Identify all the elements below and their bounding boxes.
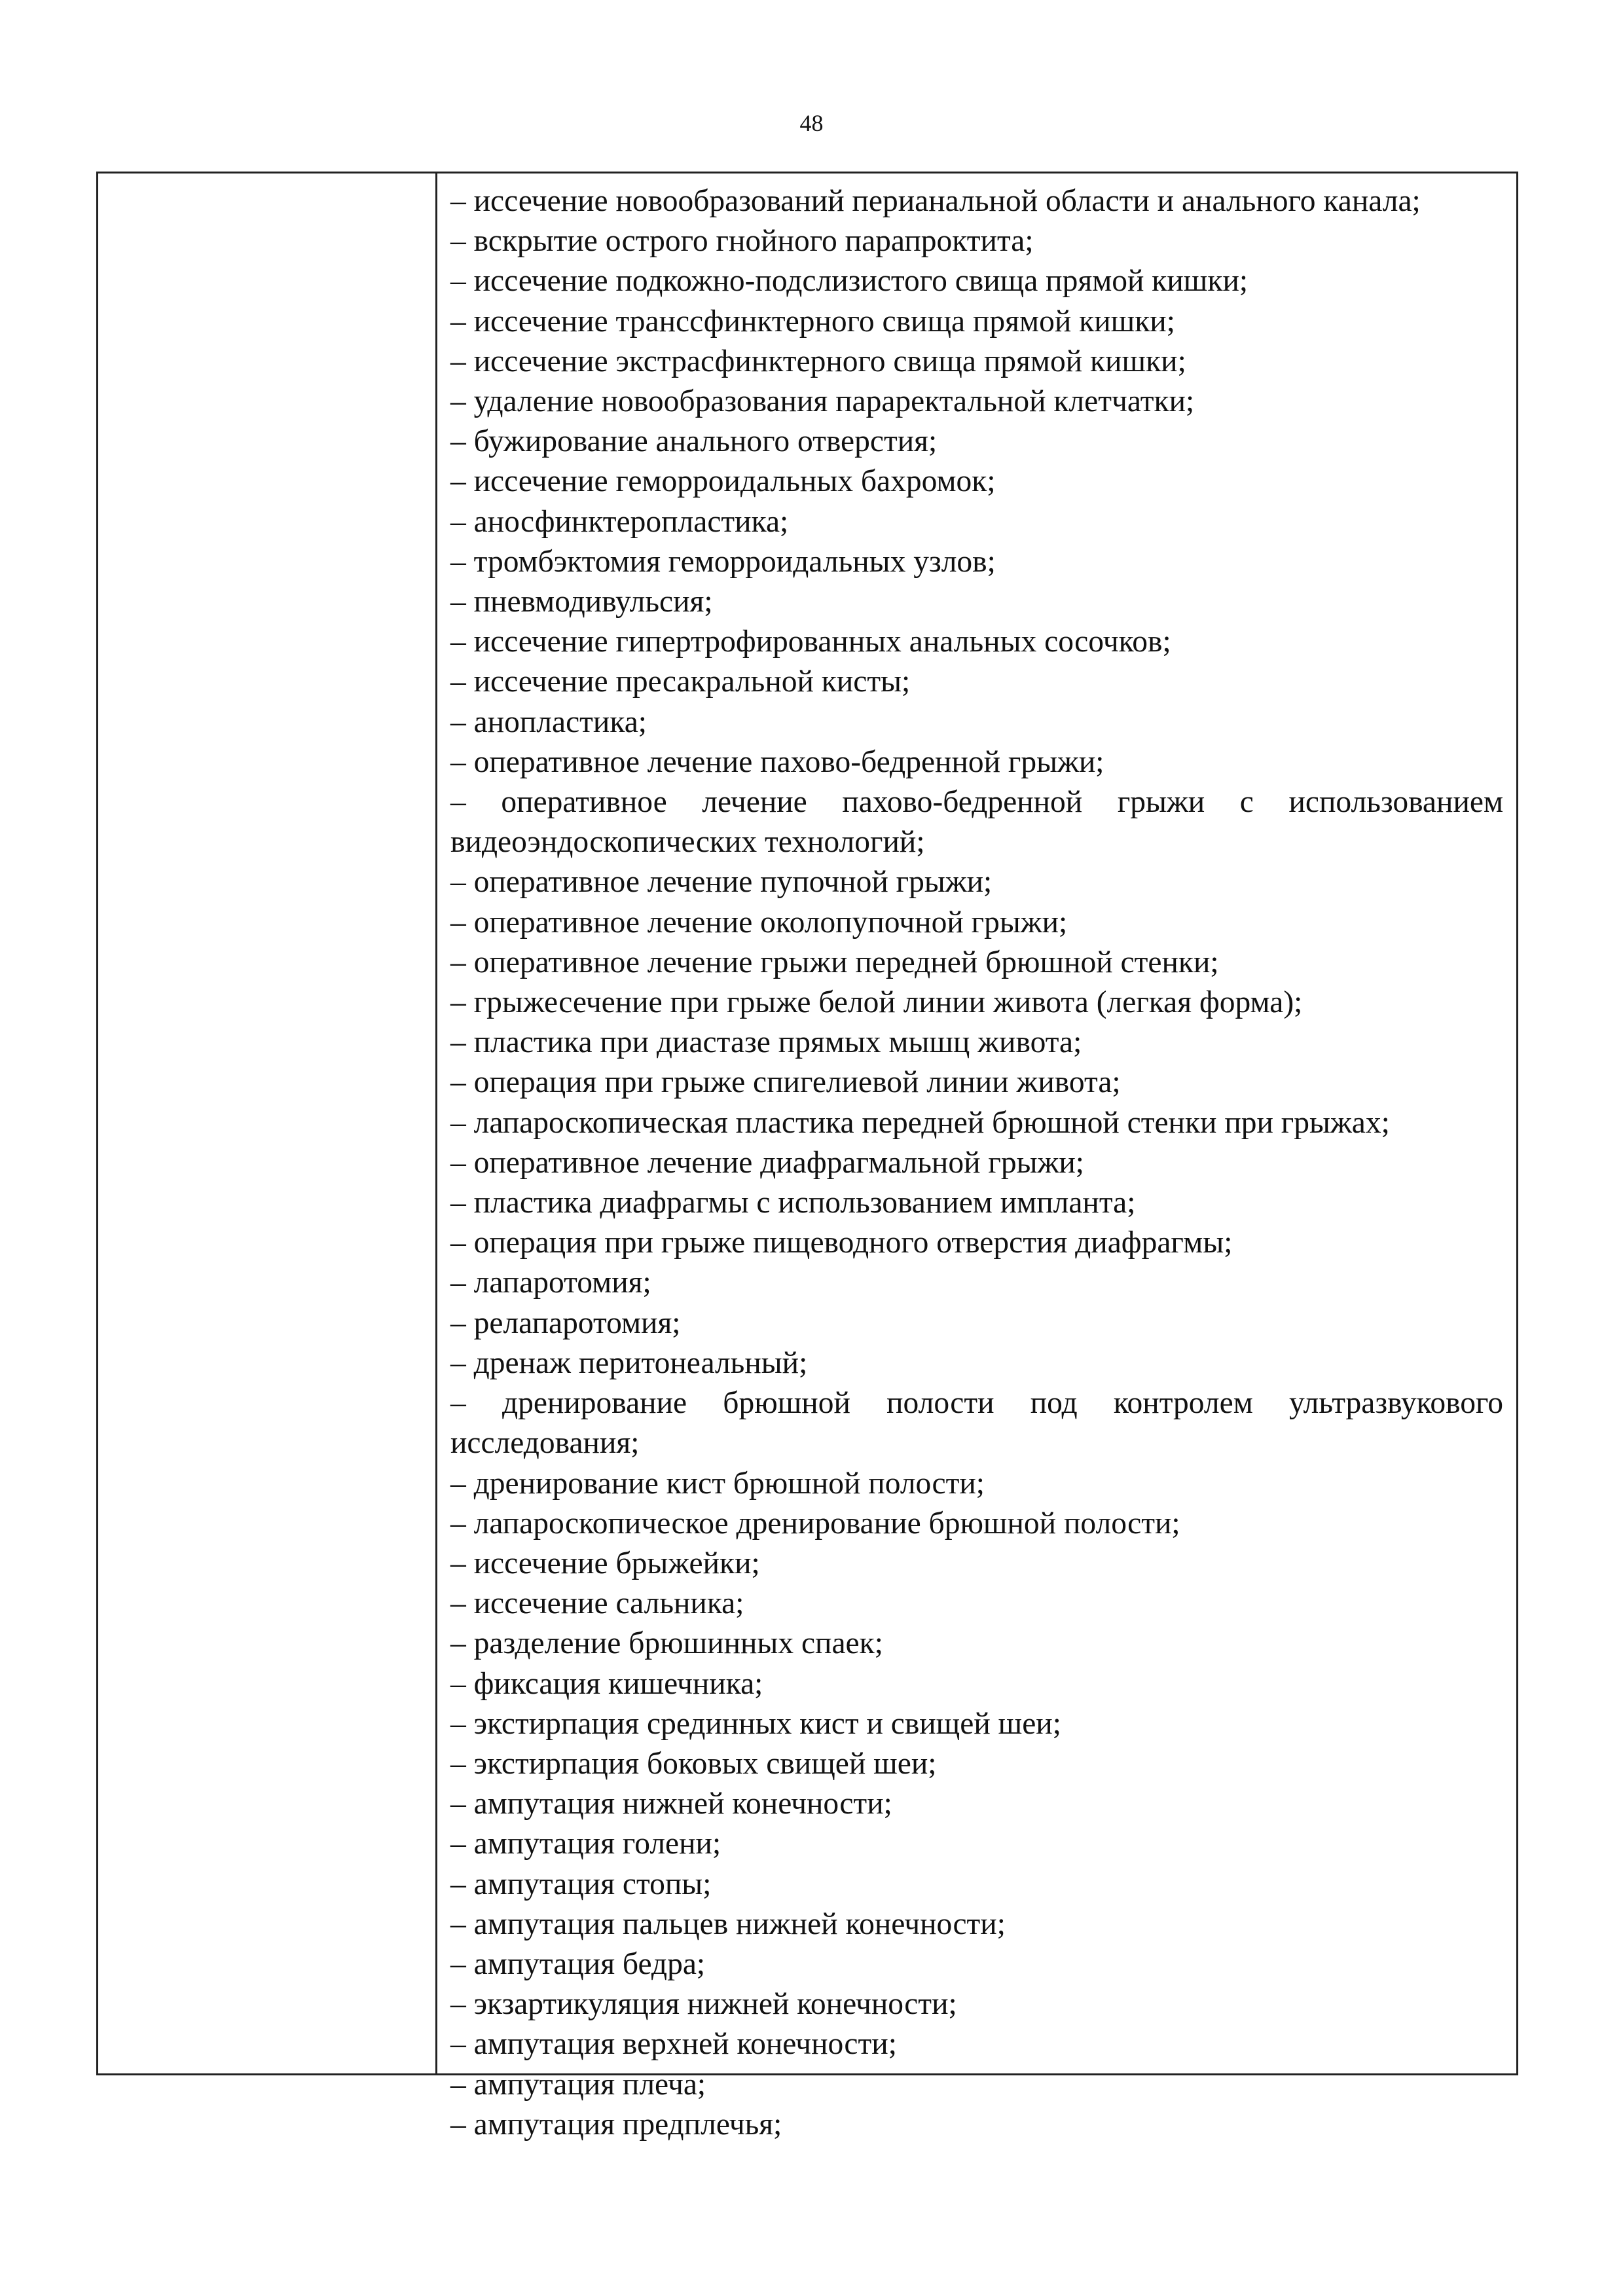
list-item: – фиксация кишечника; (450, 1664, 1503, 1704)
list-item: – операция при грыже пищеводного отверстия диафрагмы; (450, 1223, 1503, 1263)
list-item: – лапароскопическая пластика передней брюшной стенки при грыжах; (450, 1103, 1503, 1143)
list-item: – пластика диафрагмы с использованием импланта; (450, 1183, 1503, 1223)
procedures-table (96, 172, 1518, 2141)
list-item: – экстирпация срединных кист и свищей шеи; (450, 1704, 1503, 1744)
list-item: – удаление новообразования параректальной клетчатки; (450, 382, 1503, 422)
list-item: – экстирпация боковых свищей шеи; (450, 1744, 1503, 1784)
list-item: – иссечение транссфинктерного свища прямой кишки; (450, 302, 1503, 342)
list-item: – ампутация бедра; (450, 1944, 1503, 1984)
list-item: – ампутация пальцев нижней конечности; (450, 1904, 1503, 1944)
list-item: – релапаротомия; (450, 1303, 1503, 1343)
list-item: – пластика при диастазе прямых мышц живота; (450, 1023, 1503, 1063)
list-item: – ампутация нижней конечности; (450, 1784, 1503, 1824)
list-item: – иссечение сальника; (450, 1584, 1503, 1624)
table-right-cell (437, 173, 1516, 2141)
list-item: – разделение брюшинных спаек; (450, 1624, 1503, 1664)
list-item: – оперативное лечение пахово-бедренной грыжи; (450, 742, 1503, 782)
list-item: – иссечение пресакральной кисты; (450, 662, 1503, 702)
list-item: – оперативное лечение околопупочной грыжи; (450, 903, 1503, 943)
list-item: – оперативное лечение диафрагмальной грыжи; (450, 1143, 1503, 1183)
list-item: – пневмодивульсия; (450, 582, 1503, 622)
list-item: – ампутация голени; (450, 1824, 1503, 1864)
procedure-list (450, 181, 1503, 2145)
list-item: – вскрытие острого гнойного парапроктита; (450, 221, 1503, 261)
list-item: – дренирование кист брюшной полости; (450, 1464, 1503, 1504)
list-item: – лапароскопическое дренирование брюшной полости; (450, 1504, 1503, 1544)
list-item: – тромбэктомия геморроидальных узлов; (450, 542, 1503, 582)
list-item: – бужирование анального отверстия; (450, 422, 1503, 462)
list-item: – иссечение геморроидальных бахромок; (450, 462, 1503, 501)
list-item: – дренаж перитонеальный; (450, 1343, 1503, 1383)
list-item: – ампутация стопы; (450, 1865, 1503, 1904)
list-item: – ампутация предплечья; (450, 2105, 1503, 2145)
list-item: – иссечение брыжейки; (450, 1544, 1503, 1584)
list-item: – анопластика; (450, 702, 1503, 742)
list-item: – ампутация плеча; (450, 2065, 1503, 2105)
page-number: 48 (799, 110, 824, 136)
list-item: – оперативное лечение грыжи передней брюшной стенки; (450, 943, 1503, 983)
list-item: – лапаротомия; (450, 1263, 1503, 1303)
list-item: – дренирование брюшной полости под контролем ультразвукового исследования; (450, 1383, 1503, 1463)
list-item: – ампутация верхней конечности; (450, 2024, 1503, 2064)
list-item: – иссечение экстрасфинктерного свища прямой кишки; (450, 342, 1503, 382)
list-item: – иссечение новообразований перианальной области и анального канала; (450, 181, 1503, 221)
list-item: – оперативное лечение пахово-бедренной грыжи с использованием видеоэндоскопических технологий; (450, 782, 1503, 862)
list-item: – аносфинктеропластика; (450, 502, 1503, 542)
list-item: – иссечение гипертрофированных анальных сосочков; (450, 622, 1503, 662)
table-left-cell (98, 173, 437, 2073)
list-item: – оперативное лечение пупочной грыжи; (450, 862, 1503, 902)
list-item: – грыжесечение при грыже белой линии живота (легкая форма); (450, 983, 1503, 1023)
list-item: – операция при грыже спигелиевой линии живота; (450, 1063, 1503, 1102)
list-item: – экзартикуляция нижней конечности; (450, 1984, 1503, 2024)
list-item: – иссечение подкожно-подслизистого свища прямой кишки; (450, 261, 1503, 301)
